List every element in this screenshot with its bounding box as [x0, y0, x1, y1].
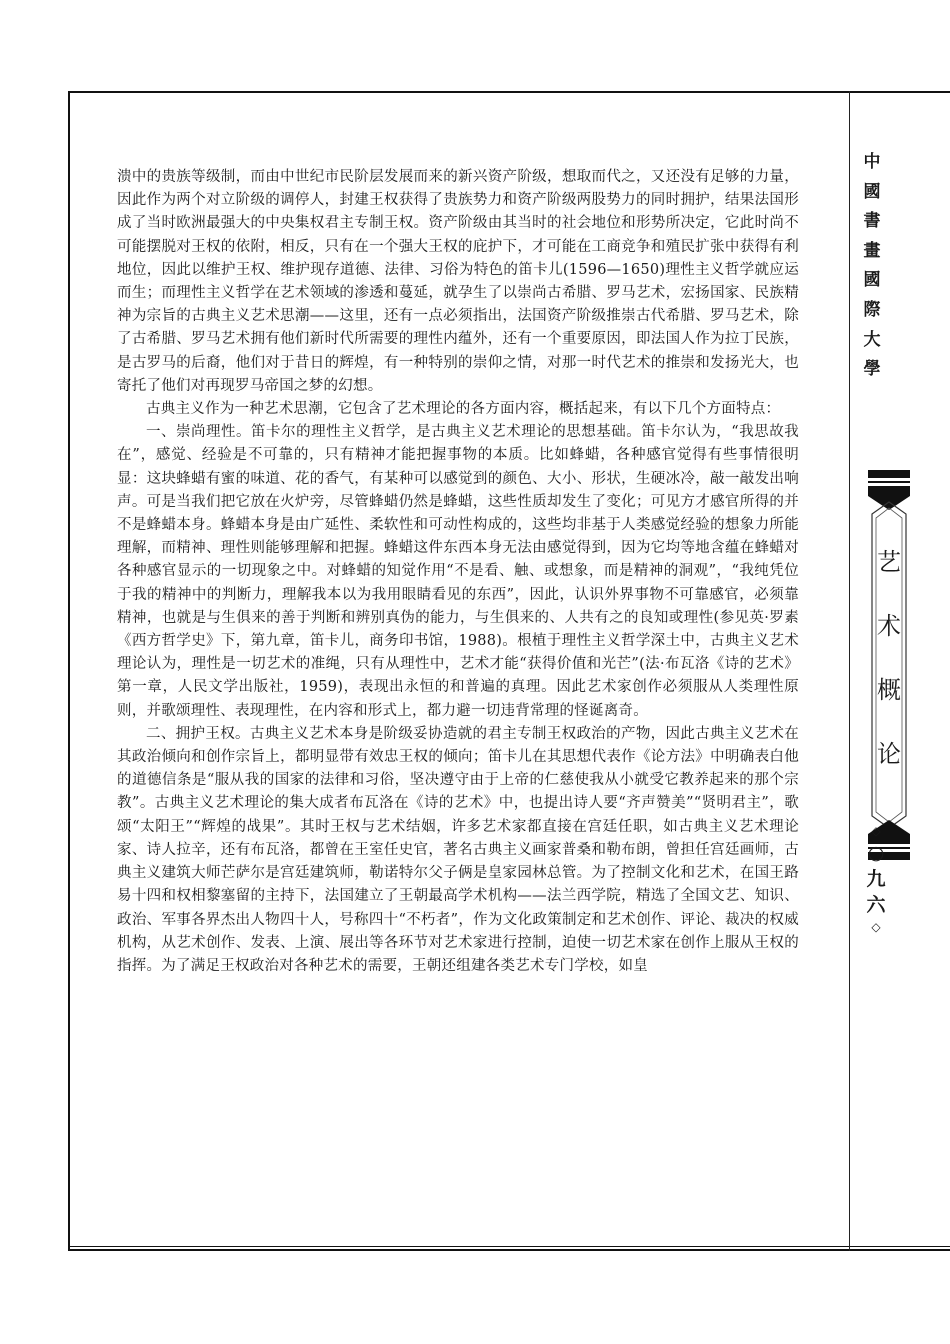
- page-number-char: ○: [867, 842, 885, 864]
- paragraph: 一、崇尚理性。笛卡尔的理性主义哲学，是古典主义艺术理论的思想基础。笛卡尔认为，“我思故我在”，感觉、经验是不可靠的，只有精神才能把握事物的本质。比如蜂蜡，各种感官觉得有些事情很明显：这块蜂蜡有蜜的味道、花的香气，有某种可以感觉到的颜色、大小、形状，生硬冰冷，敲一敲发出响声。可是当我们把它放在火炉旁，尽管蜂蜡仍然是蜂蜡，这些性质却发生了变化；可见方才感官所得的并不是蜂蜡本身。蜂蜡本身是由广延性、柔软性和可动性构成的，这些均非基于人类感觉经验的想象力所能理解，而精神、理性则能够理解和把握。蜂蜡这件东西本身无法由感觉得到，因为它均等地含蕴在蜂蜡对各种感官显示的一切现象之中。对蜂蜡的知觉作用“不是看、触、或想象，而是精神的洞观”，“我纯凭位于我的精神中的判断力，理解我本以为我用眼睛看见的东西”，因此，认识外界事物不可靠感官，必须靠精神，也就是与生俱来的善于判断和辨别真伪的能力，与生俱来的、人共有之的良知或理性(参见英·罗素《西方哲学史》下，第九章，笛卡儿，商务印书馆，1988)。根植于理性主义哲学深土中，古典主义艺术理论认为，理性是一切艺术的准绳，只有从理性中，艺术才能“获得价值和光芒”(法·布瓦洛《诗的艺术》第一章，人民文学出版社，1959)，表现出永恒的和普遍的真理。因此艺术家创作必须服从人类理性原则，并歌颂理性、表现理性，在内容和形式上，都力避一切违背常理的怪诞离奇。: [117, 424, 799, 719]
- book-title-char: 术: [877, 612, 901, 640]
- institution-char: 國: [863, 270, 881, 291]
- book-title: [868, 530, 910, 786]
- book-title-box: [868, 470, 910, 860]
- page-number-char: 六: [866, 894, 886, 916]
- paragraph: 溃中的贵族等级制，而由中世纪市民阶层发展而来的新兴资产阶级，想取而代之，又还没有足够的力量，因此作为两个对立阶级的调停人，封建王权获得了贵族势力和资产阶级两股势力的同时拥护，结果法国形成了当时欧洲最强大的中央集权君主专制王权。资产阶级由其当时的社会地位和形势所决定，它此时尚不可能摆脱对王权的依附，相反，只有在一个强大王权的庇护下，才可能在工商竞争和殖民扩张中获得有利地位，因此以维护王权、维护现存道德、法律、习俗为特色的笛卡儿(1596—1650)理性主义哲学就应运而生；而理性主义哲学在艺术领域的渗透和蔓延，就孕生了以崇尚古希腊、罗马艺术，宏扬国家、民族精神为宗旨的古典主义艺术思潮——这里，还有一点必须指出，法国资产阶级推崇古代希腊、罗马艺术，除了古希腊、罗马艺术拥有他们新时代所需要的理性内蕴外，还有一个重要原因，即法国人作为拉丁民族，是古罗马的后裔，他们对于昔日的辉煌，有一种特别的崇仰之情，对那一时代艺术的推崇和发扬光大，也寄托了他们对再现罗马帝国之梦的幻想。: [117, 169, 799, 394]
- paragraph: 古典主义作为一种艺术思潮，它包含了艺术理论的各方面内容，概括起来，有以下几个方面特点：: [146, 401, 781, 418]
- bottom-inner-rule: [70, 1246, 950, 1247]
- institution-char: 畫: [863, 240, 881, 261]
- book-title-char: 概: [877, 676, 901, 704]
- institution-char: 國: [863, 181, 881, 202]
- institution-char: 中: [863, 152, 881, 172]
- book-title-char: 艺: [877, 548, 901, 576]
- page-number: [862, 822, 890, 936]
- diamond-ornament-icon: ◇: [871, 824, 881, 838]
- institution-char: 學: [863, 359, 881, 380]
- sidebar-divider: [849, 91, 850, 1251]
- institution-name: [858, 148, 886, 385]
- page-number-char: 九: [866, 868, 886, 890]
- body-text: [117, 166, 799, 978]
- institution-char: 際: [863, 299, 881, 320]
- diamond-ornament-icon: ◇: [871, 920, 881, 934]
- institution-char: 大: [863, 329, 881, 350]
- institution-char: 書: [863, 211, 881, 232]
- book-title-char: 论: [877, 740, 901, 768]
- paragraph: 二、拥护王权。古典主义艺术本身是阶级妥协造就的君主专制王权政治的产物，因此古典主义艺术在其政治倾向和创作宗旨上，都明显带有效忠王权的倾向；笛卡儿在其思想代表作《论方法》中明确表白他的道德信条是“服从我的国家的法律和习俗，坚决遵守由于上帝的仁慈使我从小就受它教养起来的那个宗教”。古典主义艺术理论的集大成者布瓦洛在《诗的艺术》中，也提出诗人要“齐声赞美”“贤明君主”，歌颂“太阳王”“辉煌的战果”。其时王权与艺术结姻，许多艺术家都直接在宫廷任职，如古典主义艺术理论家、诗人拉辛，还有布瓦洛，都曾在王室任史官，著名古典主义画家普桑和勒布朗，曾担任宫廷画师，古典主义建筑大师芒萨尔是宫廷建筑师，勒诺特尔父子俩是皇家园林总管。为了控制文化和艺术，在国王路易十四和权相黎塞留的主持下，法国建立了王朝最高学术机构——法兰西学院，精选了全国文艺、知识、政治、军事各界杰出人物四十人，号称四十“不朽者”，作为文化政策制定和艺术创作、评论、裁决的权威机构，从艺术创作、发表、上演、展出等各环节对艺术家进行控制，迫使一切艺术家在创作上服从王权的指挥。为了满足王权政治对各种艺术的需要，王朝还组建各类艺术专门学校，如皇: [117, 725, 799, 974]
